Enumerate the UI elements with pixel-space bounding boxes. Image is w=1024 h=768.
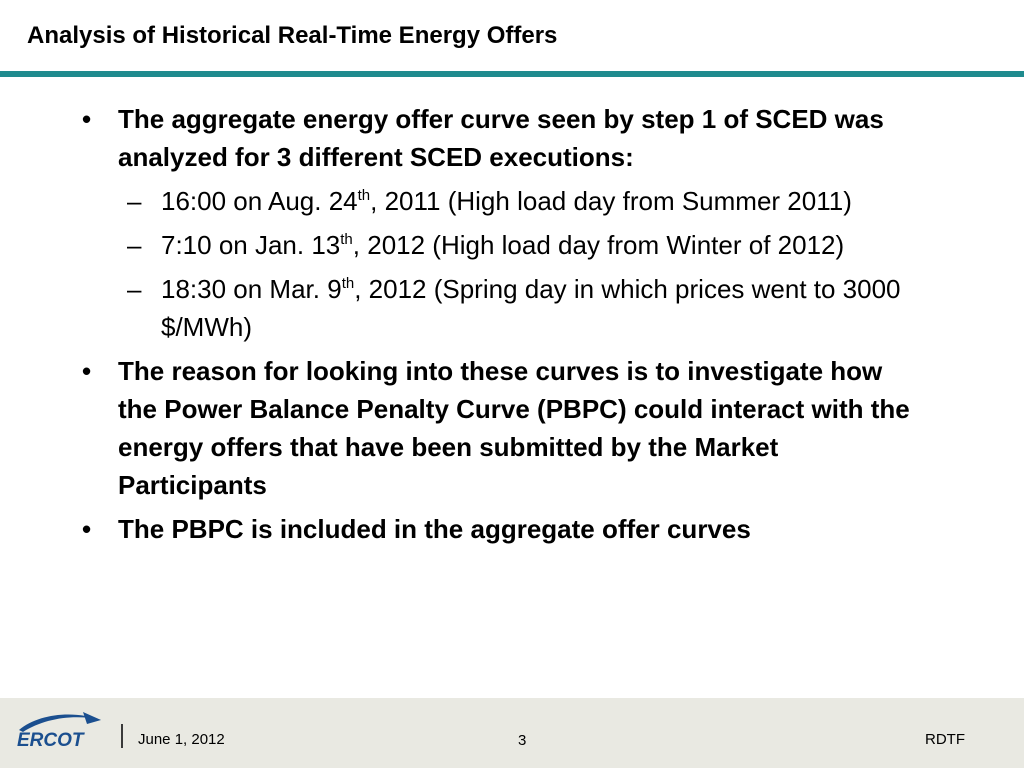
sub-bullet-text-pre: 18:30 on Mar. 9 [161,274,342,304]
sub-bullet-marker: – [127,230,142,260]
ordinal-suffix: th [357,187,371,204]
sub-bullet-text-post: , 2011 (High load day from Summer 2011) [370,186,852,216]
title-divider [0,71,1024,77]
sub-bullet-text-pre: 16:00 on Aug. 24 [161,186,358,216]
bullet-item-3 [0,510,928,548]
sub-bullet-item-3 [0,270,951,346]
bullet-text: The reason for looking into these curves is to investigate how the Power Balance Penalty Curve (PBPC) could interact with the energy offers that have been submitted by the Market Participants [118,356,910,500]
sub-bullet-marker: – [127,186,142,216]
ordinal-suffix: th [340,231,353,248]
page-number: 3 [518,732,527,749]
sub-bullet-text-post: , 2012 (Spring day in which prices went to 3000 $/MWh) [161,274,901,342]
bullet-item-2 [0,352,928,504]
footer-date: June 1, 2012 [138,731,225,748]
bullet-marker: • [82,104,92,134]
sub-bullet-marker: – [127,274,142,304]
sub-bullet-text-post: , 2012 (High load day from Winter of 2012) [352,230,845,260]
sub-bullet-text-pre: 7:10 on Jan. 13 [161,230,341,260]
slide-content [0,100,1024,554]
bullet-item-1 [0,100,928,176]
bullet-marker: • [82,356,92,386]
ercot-logo [13,708,105,752]
bullet-text: The PBPC is included in the aggregate offer curves [118,514,751,544]
slide-title: Analysis of Historical Real-Time Energy Offers [27,22,558,49]
logo-text: ERCOT [17,730,84,751]
bullet-marker: • [82,514,92,544]
logo-divider [121,724,123,748]
slide-footer [0,698,1024,768]
sub-bullet-item-2 [0,226,951,264]
sub-bullet-item-1 [0,182,951,220]
footer-label: RDTF [925,731,965,748]
ordinal-suffix: th [341,275,355,292]
bullet-text: The aggregate energy offer curve seen by step 1 of SCED was analyzed for 3 different SCED executions: [118,104,884,172]
